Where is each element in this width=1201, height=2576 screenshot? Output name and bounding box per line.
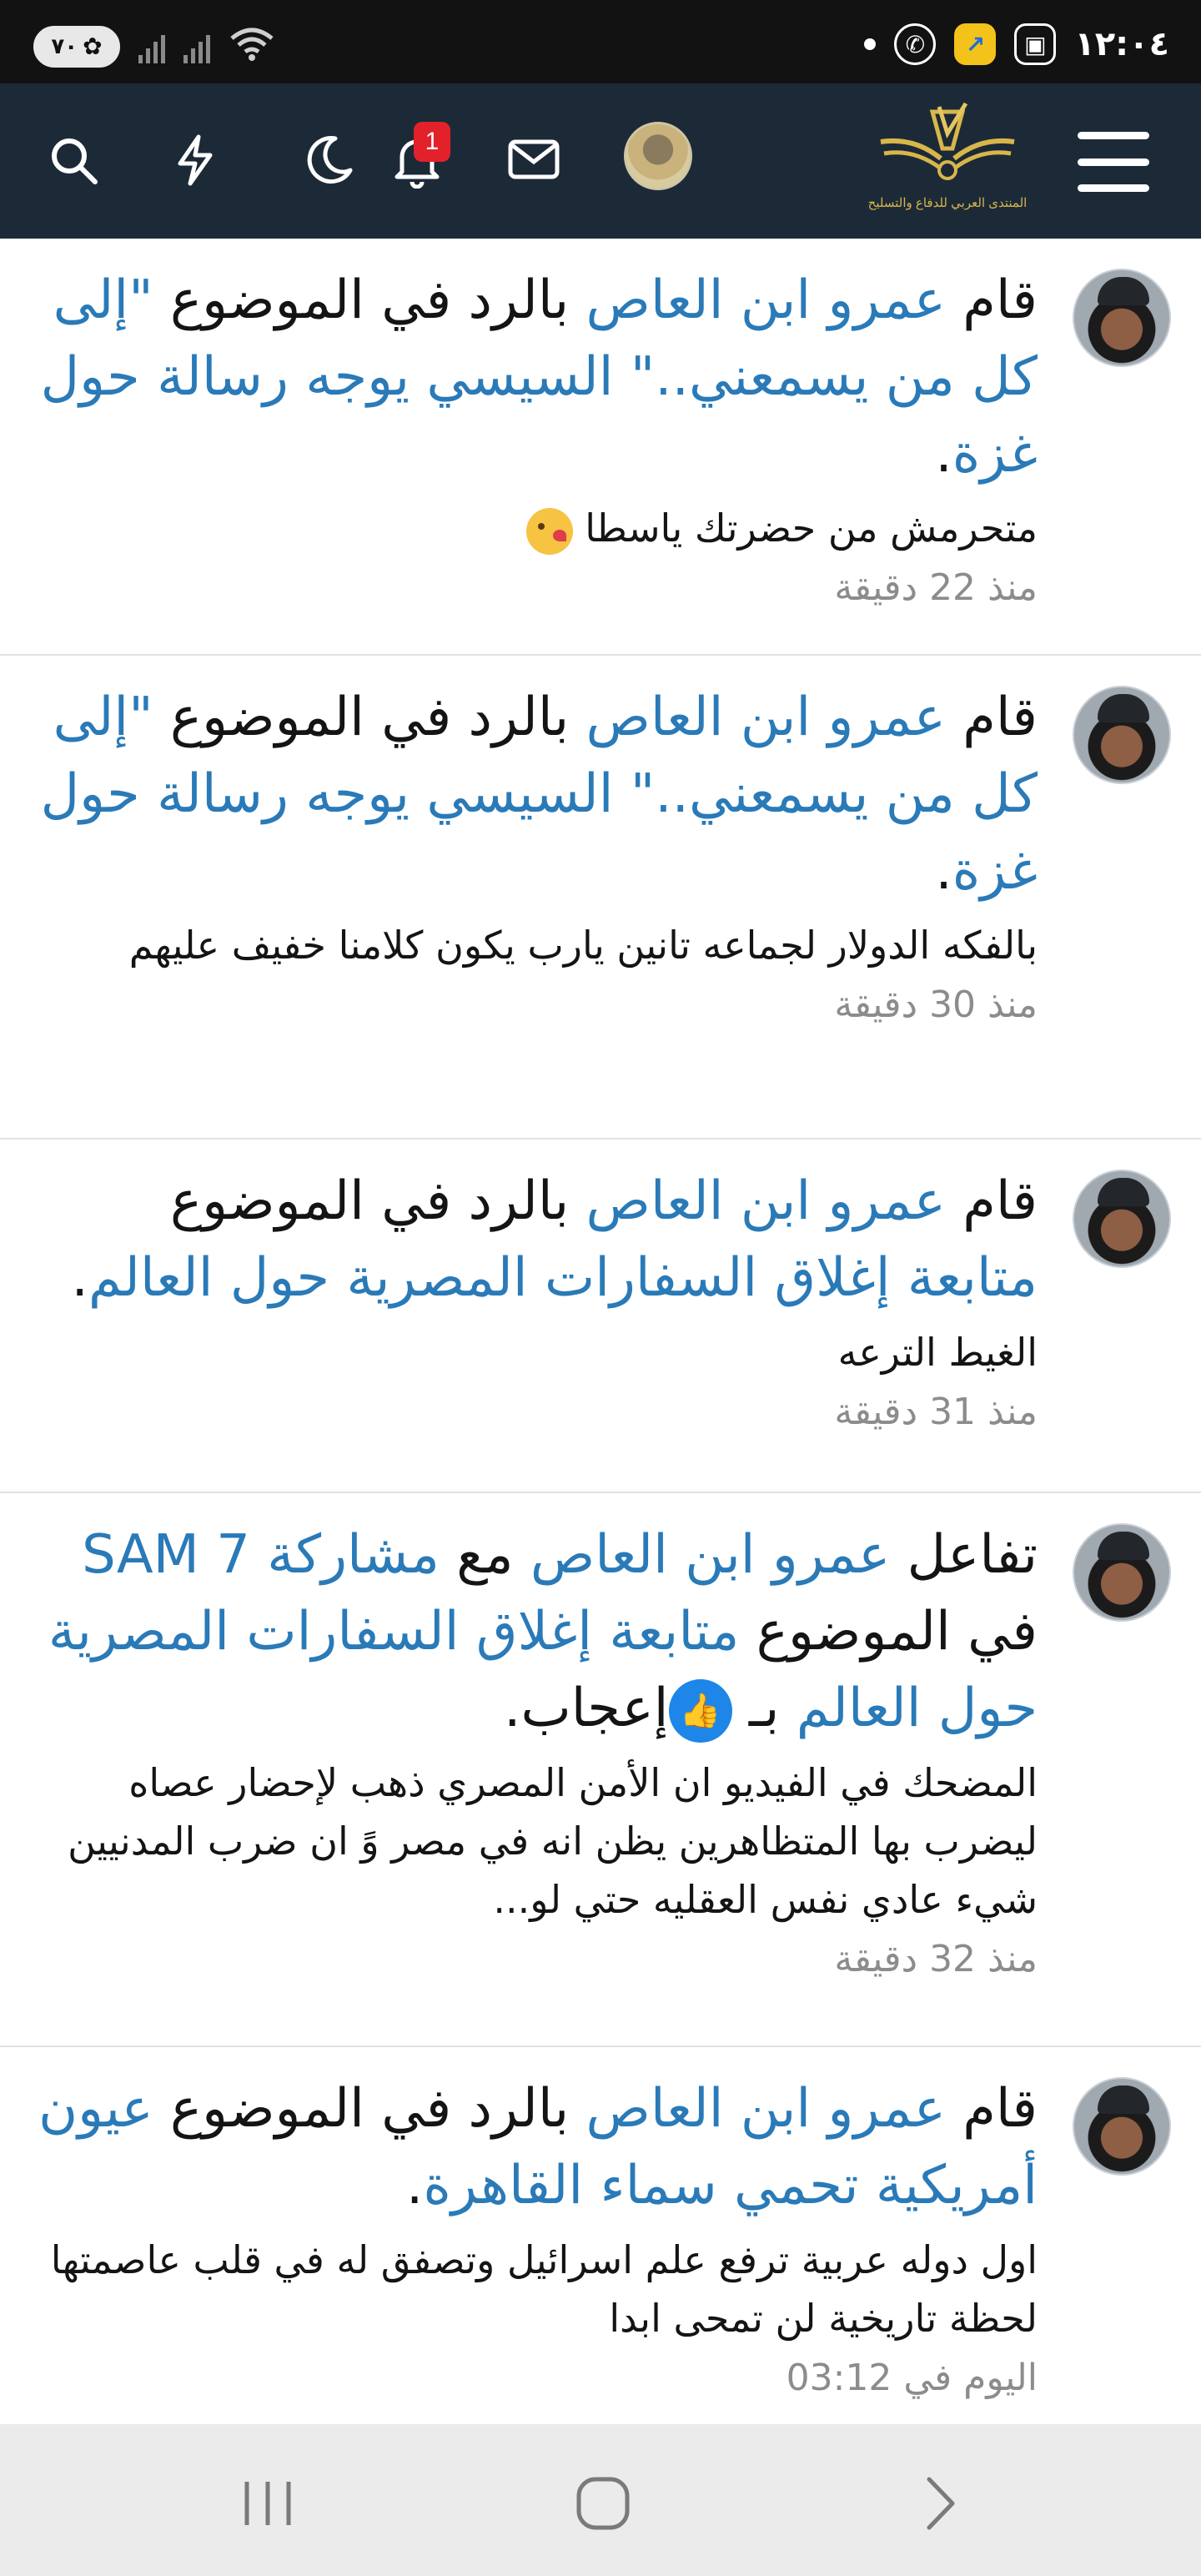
headline-prefix: قام	[945, 2078, 1038, 2140]
signal-icon	[183, 30, 210, 63]
user-avatar[interactable]	[624, 122, 692, 190]
flash-icon[interactable]	[160, 125, 230, 195]
headline-action: بالرد في الموضوع	[153, 269, 586, 331]
logo-emblem-icon	[872, 100, 1023, 192]
dot-icon	[864, 38, 876, 50]
timestamp[interactable]: اليوم في 03:12	[786, 2357, 1038, 2399]
moon-icon[interactable]	[294, 125, 364, 195]
battery-saver-icon: ✿	[83, 33, 103, 60]
headline-end: .	[935, 840, 952, 902]
headline-in-topic: في الموضوع	[739, 1601, 1038, 1663]
whatsapp-icon: ✆	[894, 23, 936, 65]
feed-item-body	[37, 1517, 1038, 1990]
reply-snippet	[37, 499, 1038, 557]
system-nav-bar	[0, 2424, 1201, 2576]
reply-snippet: بالفكه الدولار لجماعه تانين يارب يكون كلامنا خفيف عليهم	[128, 923, 1038, 968]
topic-link[interactable]: "إلى كل من يسمعني.." السيسي يوجه رسالة حول غزة	[40, 269, 1038, 485]
home-icon[interactable]	[565, 2466, 641, 2541]
feed-headline	[37, 262, 1038, 492]
feed-item	[0, 656, 1201, 1140]
headline-end: .	[406, 2155, 424, 2216]
user-link[interactable]: عمرو ابن العاص	[585, 269, 946, 331]
post-link[interactable]: مشاركة SAM 7	[82, 1524, 440, 1586]
bell-icon[interactable]	[382, 125, 452, 195]
feed-headline	[37, 679, 1038, 909]
mail-icon[interactable]	[499, 125, 569, 195]
snippet-text: متحرمش من حضرتك ياسطا	[585, 506, 1038, 551]
headline-end: .	[71, 1247, 88, 1309]
back-icon[interactable]	[902, 2466, 977, 2541]
feed-headline	[37, 2070, 1038, 2224]
user-avatar[interactable]	[1073, 2077, 1171, 2176]
menu-icon[interactable]	[1078, 132, 1149, 192]
feed-headline	[37, 1163, 1038, 1316]
screenshot-icon: ▣	[1014, 23, 1056, 65]
feed-item	[0, 239, 1201, 656]
headline-action: بالرد في الموضوع	[169, 1170, 586, 1232]
like-icon: 👍	[669, 1679, 732, 1743]
battery-level: ٧٠	[51, 33, 78, 59]
user-link[interactable]: عمرو ابن العاص	[585, 2078, 946, 2140]
signal-icon	[138, 30, 165, 63]
headline-prefix: قام	[945, 687, 1038, 748]
headline-prefix: قام	[945, 1170, 1038, 1232]
user-avatar[interactable]	[1073, 1170, 1171, 1268]
feed-item	[0, 1140, 1201, 1493]
activity-feed	[0, 239, 1201, 2504]
recent-apps-icon[interactable]	[230, 2466, 305, 2541]
user-avatar[interactable]	[1073, 1523, 1171, 1622]
feed-item-body	[37, 262, 1038, 619]
status-bar	[0, 0, 1201, 83]
status-right	[864, 23, 1169, 65]
wifi-icon	[229, 25, 275, 68]
headline-action: بالرد في الموضوع	[153, 687, 586, 748]
reply-snippet: المضحك في الفيديو ان الأمن المصري ذهب لإحضار عصاه ليضرب بها المتظاهرين يظن انه في مصر وً ان ضرب المدنيين شيء عادي نفس العقليه حتي لو...	[68, 1760, 1038, 1922]
timestamp[interactable]: منذ 31 دقيقة	[834, 1391, 1038, 1433]
reply-snippet: الغيط الترعه	[837, 1330, 1038, 1375]
topic-link[interactable]: عيون أمريكية تحمي سماء القاهرة	[38, 2078, 1038, 2216]
reaction-label: إعجاب	[520, 1678, 669, 1739]
site-logo[interactable]	[867, 100, 1028, 225]
headline-action: بالرد في الموضوع	[153, 2078, 586, 2140]
user-link[interactable]: عمرو ابن العاص	[585, 1170, 946, 1232]
timestamp[interactable]: منذ 30 دقيقة	[834, 984, 1038, 1026]
feed-item-body	[37, 679, 1038, 1036]
kiss-emoji-icon	[526, 508, 573, 555]
battery-indicator	[33, 26, 120, 68]
user-link[interactable]: عمرو ابن العاص	[530, 1524, 891, 1586]
topic-link[interactable]: متابعة إغلاق السفارات المصرية حول العالم	[48, 1601, 1038, 1739]
feed-item-body	[37, 2070, 1038, 2409]
search-icon[interactable]	[38, 125, 108, 195]
user-avatar[interactable]	[1073, 686, 1171, 784]
status-left	[33, 25, 275, 68]
feed-item-body	[37, 1163, 1038, 1443]
headline-by: بـ	[731, 1678, 796, 1739]
headline-prefix: قام	[945, 269, 1038, 331]
app-icon: ↗	[954, 23, 996, 65]
headline-with: مع	[439, 1524, 530, 1586]
feed-item	[0, 1493, 1201, 2047]
topic-link[interactable]: "إلى كل من يسمعني.." السيسي يوجه رسالة حول غزة	[40, 687, 1038, 902]
topic-link[interactable]: متابعة إغلاق السفارات المصرية حول العالم	[88, 1247, 1038, 1309]
logo-text: المنتدى العربي للدفاع والتسليح	[867, 196, 1028, 210]
user-link[interactable]: عمرو ابن العاص	[585, 687, 946, 748]
feed-headline	[37, 1517, 1038, 1747]
status-time: ١٢:٠٤	[1074, 25, 1169, 63]
reply-snippet: اول دوله عربية ترفع علم اسرائيل وتصفق له في قلب عاصمتها لحظة تاريخية لن تمحى ابدا	[50, 2237, 1038, 2341]
headline-prefix: تفاعل	[890, 1524, 1038, 1586]
timestamp[interactable]: منذ 32 دقيقة	[834, 1938, 1038, 1980]
timestamp[interactable]: منذ 22 دقيقة	[834, 566, 1038, 609]
headline-end: .	[935, 423, 952, 485]
headline-end: .	[504, 1678, 521, 1739]
app-header	[0, 83, 1201, 239]
notification-badge: 1	[414, 122, 450, 162]
user-avatar[interactable]	[1073, 269, 1171, 367]
